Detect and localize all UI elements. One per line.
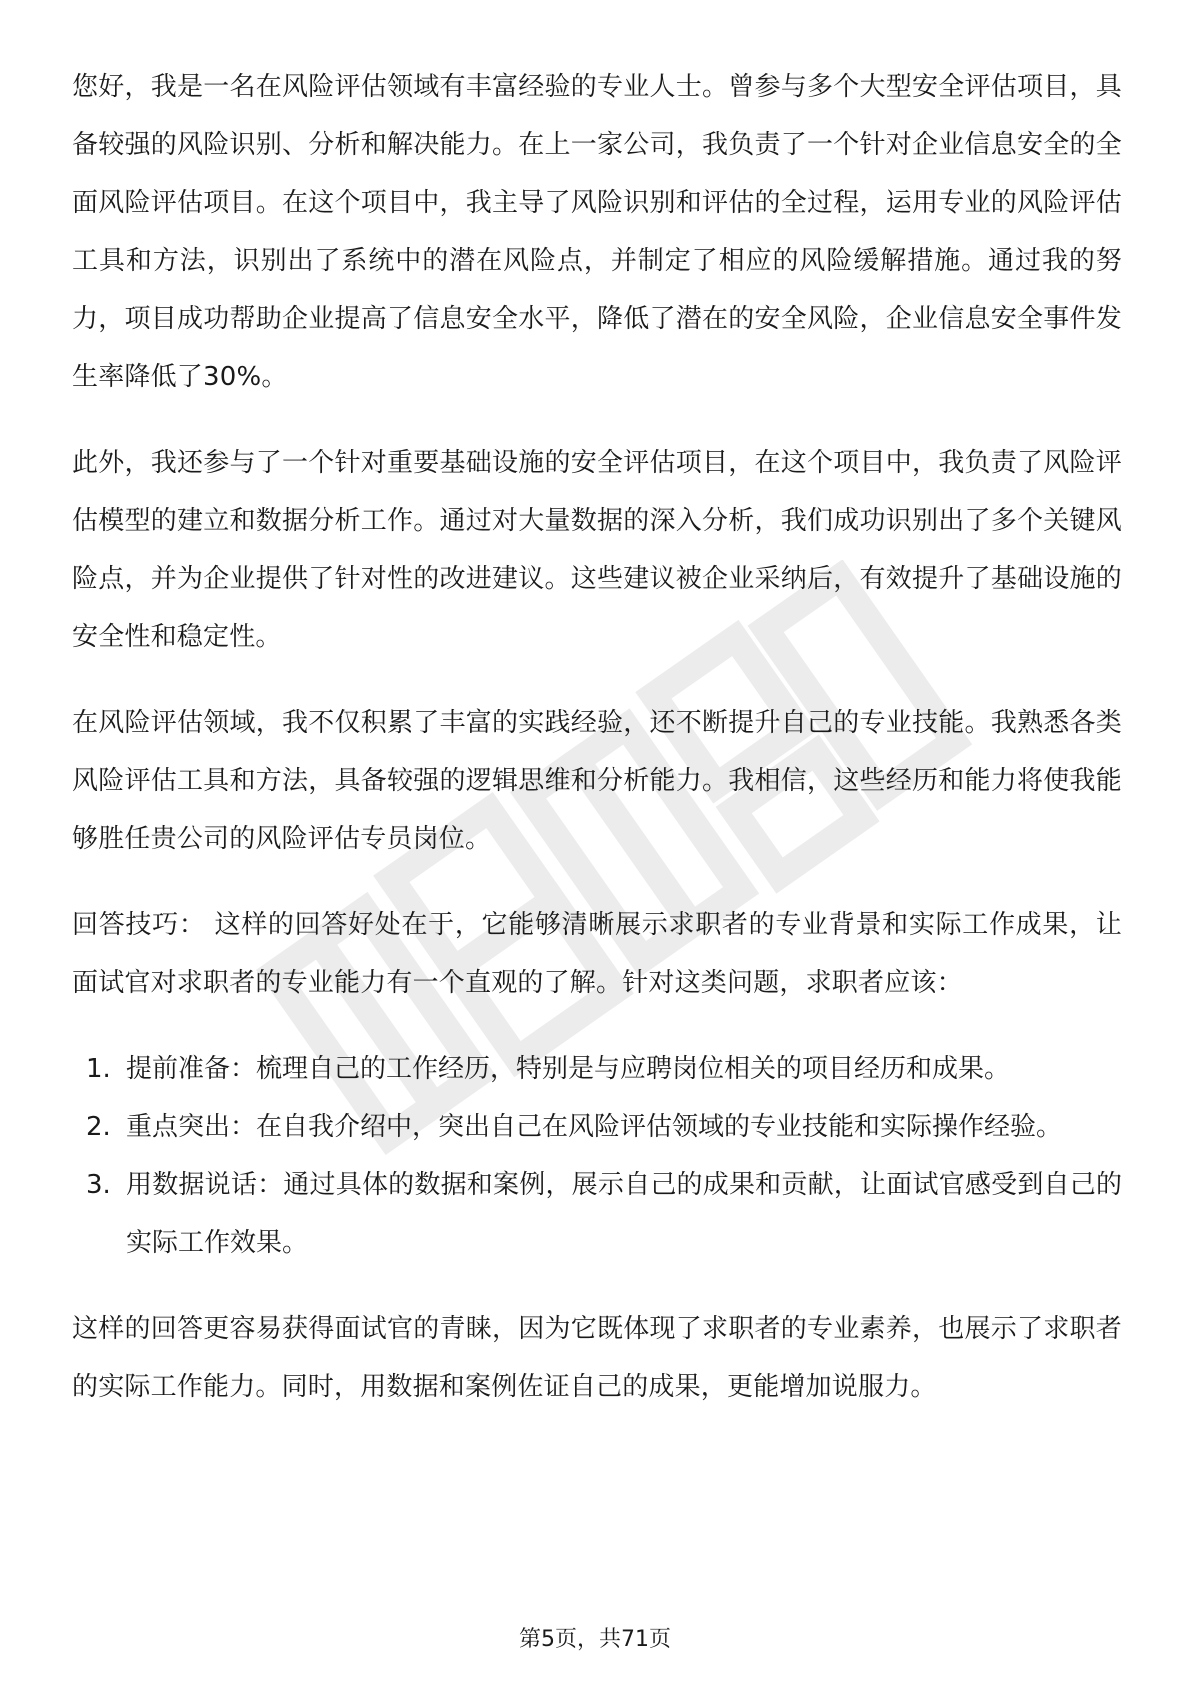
list-item-number: 2. bbox=[86, 1112, 111, 1142]
list-item bbox=[72, 1156, 1122, 1272]
list-item-text: 提前准备：梳理自己的工作经历，特别是与应聘岗位相关的项目经历和成果。 bbox=[126, 1054, 1011, 1084]
paragraph-infrastructure: 此外，我还参与了一个针对重要基础设施的安全评估项目，在这个项目中，我负责了风险评估模型的建立和数据分析工作。通过对大量数据的深入分析，我们成功识别出了多个关键风险点，并为企业提供了针对性的改进建议。这些建议被企业采纳后，有效提升了基础设施的安全性和稳定性。 bbox=[72, 448, 1122, 652]
list-item-number: 1. bbox=[86, 1054, 111, 1084]
list-item bbox=[72, 1040, 1122, 1098]
list-item-number: 3. bbox=[86, 1170, 111, 1200]
paragraph-intro: 您好，我是一名在风险评估领域有丰富经验的专业人士。曾参与多个大型安全评估项目，具备较强的风险识别、分析和解决能力。在上一家公司，我负责了一个针对企业信息安全的全面风险评估项目。在这个项目中，我主导了风险识别和评估的全过程，运用专业的风险评估工具和方法，识别出了系统中的潜在风险点，并制定了相应的风险缓解措施。通过我的努力，项目成功帮助企业提高了信息安全水平，降低了潜在的安全风险，企业信息安全事件发生率降低了30%。 bbox=[72, 72, 1122, 392]
paragraph-skills: 在风险评估领域，我不仅积累了丰富的实践经验，还不断提升自己的专业技能。我熟悉各类风险评估工具和方法，具备较强的逻辑思维和分析能力。我相信，这些经历和能力将使我能够胜任贵公司的风险评估专员岗位。 bbox=[72, 708, 1122, 854]
tips-list bbox=[72, 1040, 1122, 1272]
list-item bbox=[72, 1098, 1122, 1156]
paragraph-answer-tips: 回答技巧： 这样的回答好处在于，它能够清晰展示求职者的专业背景和实际工作成果，让面试官对求职者的专业能力有一个直观的了解。针对这类问题，求职者应该： bbox=[72, 910, 1123, 998]
page-number-footer: 第5页，共71页 bbox=[519, 1627, 671, 1652]
list-item-text: 重点突出：在自我介绍中，突出自己在风险评估领域的专业技能和实际操作经验。 bbox=[126, 1112, 1063, 1142]
list-item-text: 用数据说话：通过具体的数据和案例，展示自己的成果和贡献，让面试官感受到自己的实际工作效果。 bbox=[126, 1170, 1122, 1258]
paragraph-closing: 这样的回答更容易获得面试官的青睐，因为它既体现了求职者的专业素养，也展示了求职者的实际工作能力。同时，用数据和案例佐证自己的成果，更能增加说服力。 bbox=[72, 1314, 1122, 1402]
document-body bbox=[72, 58, 1122, 1444]
